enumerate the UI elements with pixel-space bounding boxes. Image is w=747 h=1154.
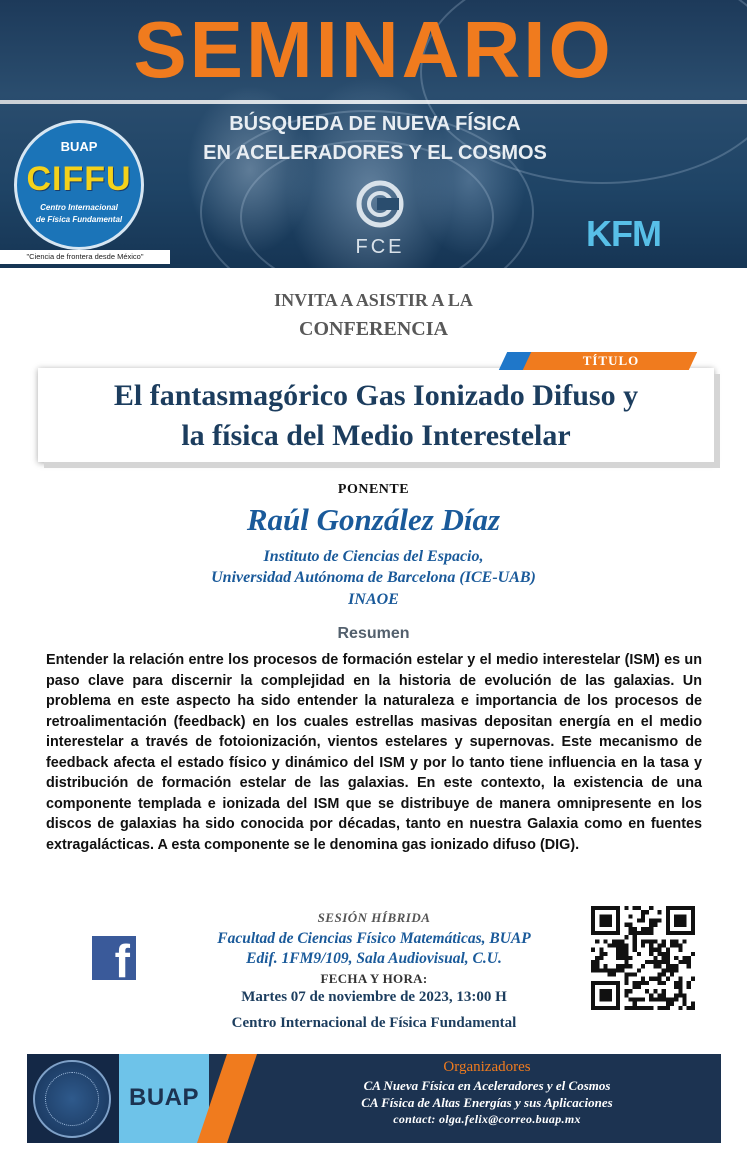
date-heading: FECHA Y HORA: — [320, 971, 428, 986]
talk-title-line-1: El fantasmagórico Gas Ionizado Difuso y — [113, 379, 639, 412]
talk-title-line-2: la física del Medio Interestelar — [181, 419, 571, 452]
qr-modules — [591, 906, 695, 1010]
speaker-affiliation-1: Instituto de Ciencias del Espacio, — [263, 548, 484, 565]
buap-seal-icon — [27, 1054, 119, 1143]
talk-title-box — [38, 368, 714, 462]
event-type-title: SEMINARIO — [133, 5, 614, 94]
cifu-line-2: de Física Fundamental — [35, 215, 123, 224]
cifu-tagline: "Ciencia de frontera desde México" — [0, 250, 170, 264]
qr-code[interactable] — [591, 906, 695, 1010]
tag-label: TÍTULO — [582, 353, 640, 368]
host-institution: Centro Internacional de Física Fundamental — [231, 1015, 517, 1031]
facebook-icon[interactable] — [92, 935, 136, 987]
buap-logo — [119, 1054, 209, 1143]
header-banner — [0, 0, 747, 268]
session-mode: SESIÓN HÍBRIDA — [317, 910, 431, 925]
banner-stripe — [0, 100, 747, 104]
speaker-affiliation-3: INAOE — [348, 591, 399, 608]
seminar-subtitle-2: EN ACELERADORES Y EL COSMOS — [203, 142, 547, 164]
organizer-2: CA Física de Altas Energías y sus Aplicaciones — [361, 1095, 613, 1110]
invite-line-1: INVITA A ASISTIR A LA — [274, 290, 473, 310]
speaker-affiliation-2: Universidad Autónoma de Barcelona (ICE-UAB) — [211, 569, 536, 586]
organizers-heading: Organizadores — [443, 1059, 531, 1075]
cifu-logo — [14, 120, 144, 250]
speaker-heading: PONENTE — [337, 482, 410, 497]
buap-label: BUAP — [128, 1084, 199, 1111]
seminar-subtitle-1: BÚSQUEDA DE NUEVA FÍSICA — [229, 113, 521, 135]
cifu-brand: CIFFU — [26, 160, 132, 198]
title-tag — [503, 352, 693, 370]
kfm-logo: KFM — [586, 213, 661, 254]
cifu-line-1: Centro Internacional — [40, 203, 118, 212]
footer-organizers — [27, 1054, 721, 1143]
invite-line-2: CONFERENCIA — [299, 318, 448, 340]
facebook-glyph: f — [114, 935, 130, 987]
speaker-name: Raúl González Díaz — [246, 502, 501, 537]
venue-line-1: Facultad de Ciencias Físico Matemáticas, BUAP — [217, 930, 531, 947]
abstract-text: Entender la relación entre los procesos de formación estelar y el medio interestelar (ISM) es un paso clave para discernir la complejidad en la historia de evolución de las galaxias. Un problema en este aspecto ha sido entender la naturaleza e importancia de los procesos de retroalimentación (feedback) en los cuales estrellas masivas depositan energía en el medio interestelar a través de fotoionización, vientos estelares y supernovas. Este mecanismo de feedback afecta el estado físico y dinámico del ISM y por lo tanto tiene influencia en la tasa y distribución de formación estelar de las galaxias. En este contexto, la existencia de una componente templada e ionizada del ISM que se distribuye de manera omnipresente en los discos de galaxias ha sido conocida por décadas, tanto en nuestra Galaxia como en fuentes extragalácticas. A esta componente se le denomina gas ionizado difuso (DIG). — [46, 652, 702, 853]
fce-label: FCE — [355, 236, 405, 258]
organizer-1: CA Nueva Física en Aceleradores y el Cosmos — [363, 1078, 611, 1093]
organizers-block — [257, 1058, 717, 1128]
contact-email: contact: olga.felix@correo.buap.mx — [393, 1112, 581, 1126]
event-date: Martes 07 de noviembre de 2023, 13:00 H — [241, 989, 507, 1005]
seal-inner-ring — [45, 1072, 99, 1126]
abstract-heading: Resumen — [337, 625, 410, 642]
venue-line-2: Edif. 1FM9/109, Sala Audiovisual, C.U. — [246, 950, 502, 967]
talk-title — [38, 376, 714, 456]
footer-stripe — [197, 1054, 257, 1143]
cifu-buap-label: BUAP — [60, 139, 98, 154]
